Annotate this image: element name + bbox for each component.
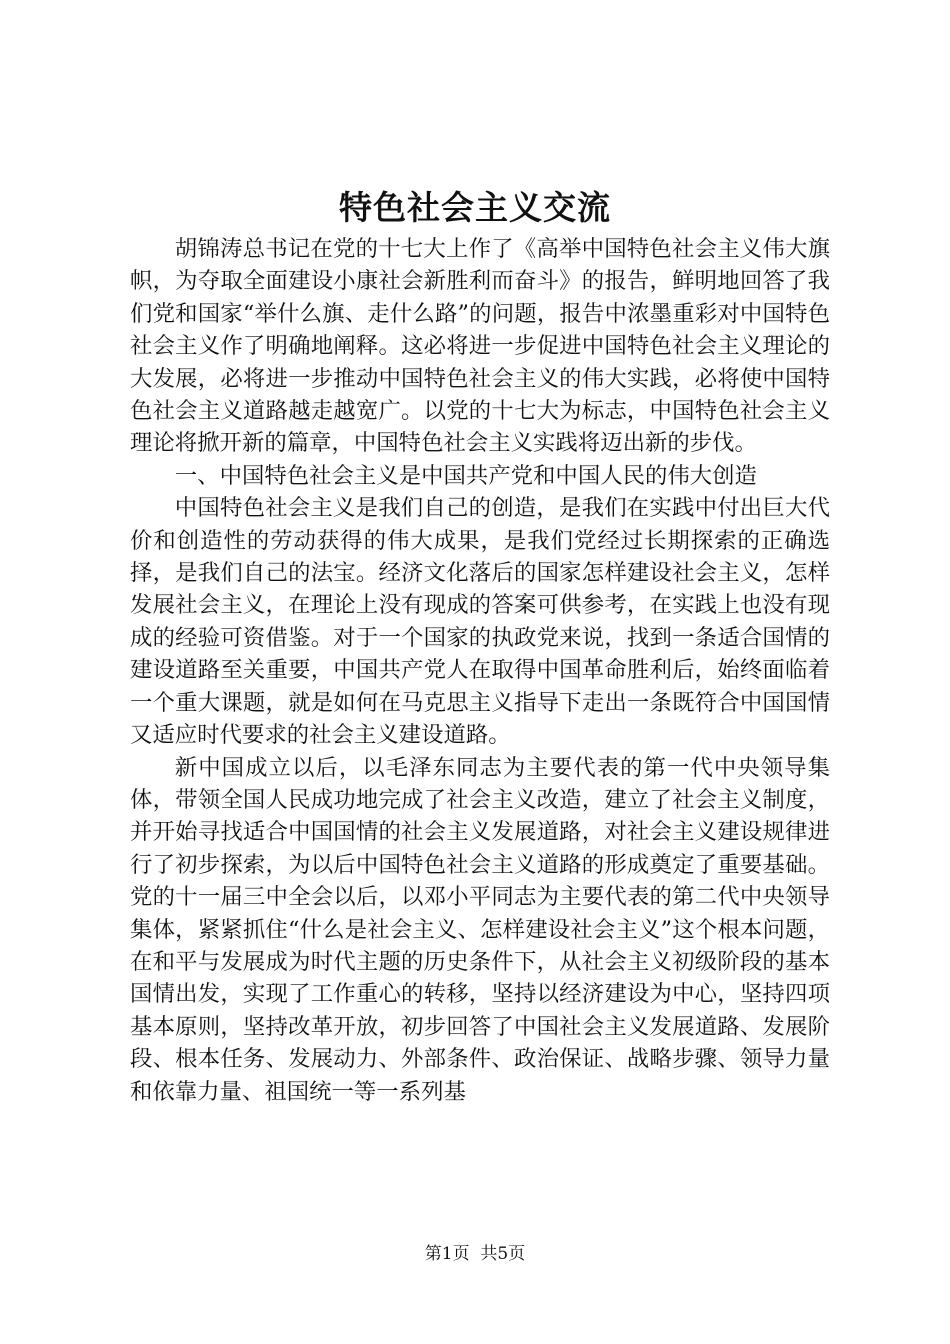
page-total: 共5页 [480,1244,526,1264]
paragraph-section-1: 中国特色社会主义是我们自己的创造，是我们在实践中付出巨大代价和创造性的劳动获得的伟大成果，是我们党经过长期探索的正确选择，是我们自己的法宝。经济文化落后的国家怎样建设社会主义，怎样发展社会主义，在理论上没有现成的答案可供参考，在实践上也没有现成的经验可资借鉴。对于一个国家的执政党来说，找到一条适合国情的建设道路至关重要，中国共产党人在取得中国革命胜利后，始终面临着一个重大课题，就是如何在马克思主义指导下走出一条既符合中国国情又适应时代要求的社会主义建设道路。 [130,495,830,749]
section-heading-1: 一、中国特色社会主义是中国共产党和中国人民的伟大创造 [174,462,757,489]
page-number: 第1页 [424,1244,470,1264]
document-title: 特色社会主义交流 [339,188,611,227]
paragraph-history: 新中国成立以后，以毛泽东同志为主要代表的第一代中央领导集体，带领全国人民成功地完成了社会主义改造，建立了社会主义制度，并开始寻找适合中国国情的社会主义发展道路，对社会主义建设规律进行了初步探索，为以后中国特色社会主义道路的形成奠定了重要基础。党的十一届三中全会以后，以邓小平同志为主要代表的第二代中央领导集体，紧紧抓住“什么是社会主义、怎样建设社会主义”这个根本问题，在和平与发展成为时代主题的历史条件下，从社会主义初级阶段的基本国情出发，实现了工作重心的转移，坚持以经济建设为中心，坚持四项基本原则，坚持改革开放，初步回答了中国社会主义发展道路、发展阶段、根本任务、发展动力、外部条件、政治保证、战略步骤、领导力量和依靠力量、祖国统一等一系列基 [130,754,830,1105]
paragraph-intro: 胡锦涛总书记在党的十七大上作了《高举中国特色社会主义伟大旗帜，为夺取全面建设小康社会新胜利而奋斗》的报告，鲜明地回答了我们党和国家“举什么旗、走什么路”的问题，报告中浓墨重彩对中国特色社会主义作了明确地阐释。这必将进一步促进中国特色社会主义理论的大发展，必将进一步推动中国特色社会主义的伟大实践，必将使中国特色社会主义道路越走越宽广。以党的十七大为标志，中国特色社会主义理论将掀开新的篇章，中国特色社会主义实践将迈出新的步伐。 [130,236,830,457]
page-footer [0,1242,950,1266]
footer-separator [470,1244,481,1264]
document-body [130,233,830,1108]
